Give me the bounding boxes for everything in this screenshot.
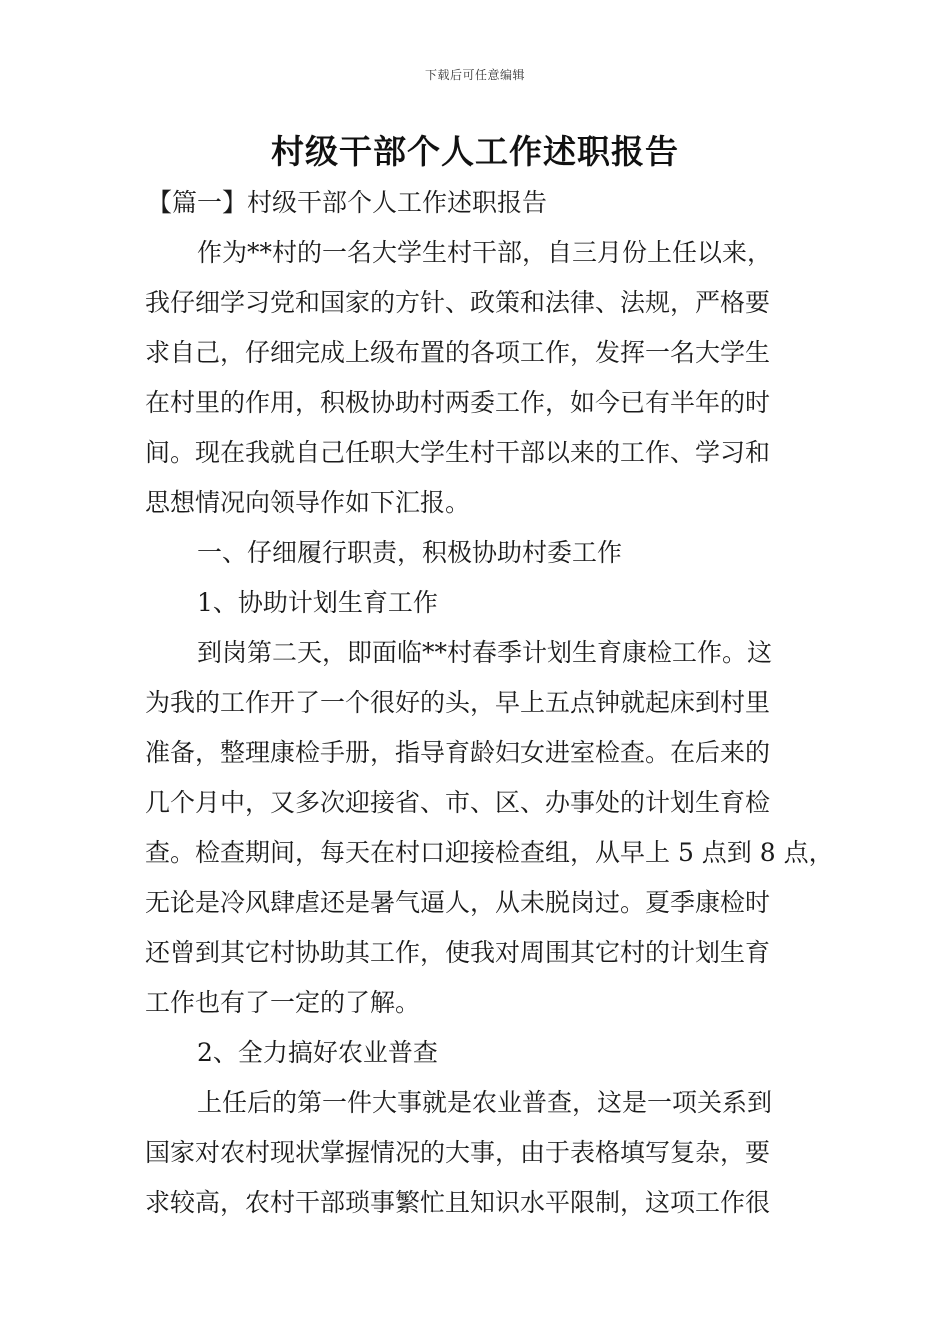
paragraph-line: 在村里的作用，积极协助村两委工作，如今已有半年的时: [145, 388, 771, 417]
subheading-line: 1、协助计划生育工作: [197, 588, 438, 617]
document-title: 村级干部个人工作述职报告: [271, 132, 679, 171]
paragraph-line: 思想情况向领导作如下汇报。: [145, 488, 471, 517]
paragraph-line: 求自己，仔细完成上级布置的各项工作，发挥一名大学生: [145, 338, 771, 367]
paragraph-line: 求较高，农村干部琐事繁忙且知识水平限制，这项工作很: [145, 1188, 771, 1217]
paragraph-line: 到岗第二天，即面临**村春季计划生育康检工作。这: [197, 638, 773, 667]
paragraph-line: 间。现在我就自己任职大学生村干部以来的工作、学习和: [145, 438, 771, 467]
paragraph-line: 工作也有了一定的了解。: [145, 988, 421, 1017]
paragraph-line: 为我的工作开了一个很好的头，早上五点钟就起床到村里: [145, 688, 771, 717]
subheading-line: 2、全力搞好农业普查: [197, 1038, 438, 1067]
subheading-line: 一、仔细履行职责，积极协助村委工作: [197, 538, 623, 567]
paragraph-line: 准备，整理康检手册，指导育龄妇女进室检查。在后来的: [145, 738, 771, 767]
paragraph-line: 无论是冷风肆虐还是暑气逼人，从未脱岗过。夏季康检时: [145, 888, 771, 917]
document-body: [145, 178, 834, 1228]
section-heading: 【篇一】村级干部个人工作述职报告: [147, 188, 548, 217]
paragraph-line: 还曾到其它村协助其工作，使我对周围其它村的计划生育: [145, 938, 771, 967]
paragraph-line: 我仔细学习党和国家的方针、政策和法律、法规，严格要: [145, 288, 771, 317]
header-note: 下载后可任意编辑: [424, 68, 525, 82]
paragraph-line: 查。检查期间，每天在村口迎接检查组，从早上 5 点到 8 点，: [145, 838, 834, 867]
paragraph-line: 几个月中，又多次迎接省、市、区、办事处的计划生育检: [145, 788, 771, 817]
paragraph-line: 上任后的第一件大事就是农业普查，这是一项关系到: [197, 1088, 773, 1117]
paragraph-line: 国家对农村现状掌握情况的大事，由于表格填写复杂，要: [145, 1138, 771, 1167]
paragraph-line: 作为**村的一名大学生村干部，自三月份上任以来，: [197, 238, 773, 267]
